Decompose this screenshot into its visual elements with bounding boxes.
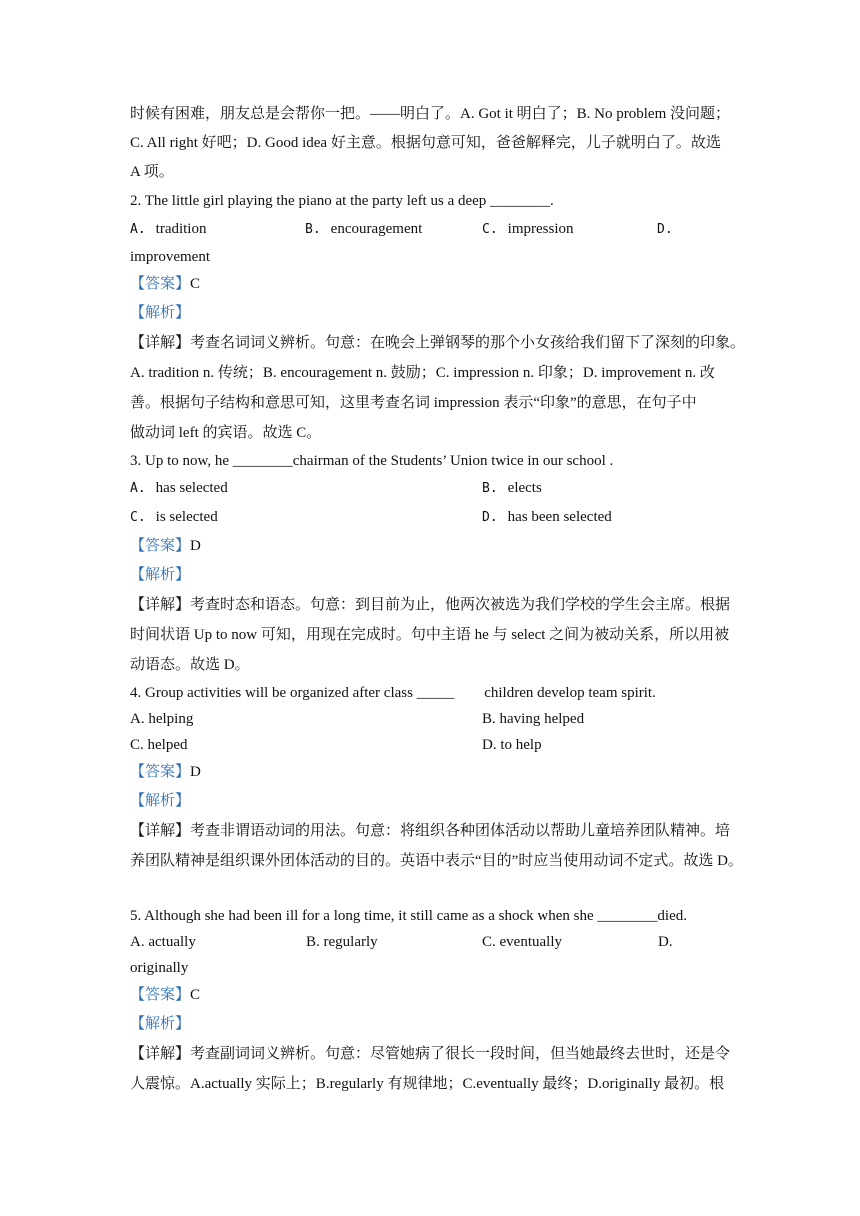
option-text: encouragement <box>330 221 423 237</box>
answer-value: D <box>190 538 201 554</box>
q3-option-c <box>130 507 218 528</box>
q4-stem-part-2: children develop team spirit. <box>484 685 656 701</box>
answer-value: C <box>190 276 201 292</box>
detail-text: 考查时态和语态。句意：到目前为止，他两次被选为我们学校的学生会主席。根据 <box>190 597 731 613</box>
option-letter: A. <box>130 481 146 496</box>
q5-option-d-text: originally <box>130 960 189 976</box>
q3-analysis <box>130 565 190 585</box>
q2-analysis <box>130 303 190 323</box>
option-letter: D. <box>658 934 673 950</box>
q2-option-a <box>130 219 206 240</box>
q4-stem <box>130 683 656 703</box>
q3-detail-line-2: 时间状语 Up to now 可知，用现在完成时。句中主语 he 与 select 之间为被动关系，所以用被 <box>130 627 730 643</box>
option-text: elects <box>507 480 542 496</box>
q2-answer <box>130 274 200 294</box>
option-text: eventually <box>499 934 562 950</box>
option-text: actually <box>148 934 196 950</box>
q3-option-a <box>130 478 228 499</box>
q3-detail-line-1 <box>130 595 730 615</box>
option-letter: B. <box>306 934 320 950</box>
option-text: to help <box>500 737 542 753</box>
option-letter: D. <box>482 737 497 753</box>
q2-option-c <box>482 219 574 240</box>
option-text: has selected <box>155 480 228 496</box>
q2-option-b <box>305 219 422 240</box>
q5-option-a <box>130 932 196 952</box>
q2-detail-line-1 <box>130 333 745 353</box>
q2-option-d <box>657 219 683 240</box>
option-text: helping <box>148 711 194 727</box>
q3-answer <box>130 536 201 556</box>
answer-tag: 【答案】 <box>130 538 191 554</box>
q3-option-b <box>482 478 542 499</box>
q1-explanation-line-2: C. All right 好吧；D. Good idea 好主意。根据句意可知，爸爸解释完，儿子就明白了。故选 <box>130 135 721 151</box>
q5-analysis <box>130 1014 190 1034</box>
q4-option-a <box>130 709 193 729</box>
q4-detail-line-2: 养团队精神是组织课外团体活动的目的。英语中表示“目的”时应当使用动词不定式。故选 D。 <box>130 853 743 869</box>
option-letter: B. <box>482 481 498 496</box>
q3-stem: 3. Up to now, he ________chairman of the Students’ Union twice in our school . <box>130 453 614 469</box>
option-letter: A. <box>130 934 145 950</box>
option-text: has been selected <box>507 509 612 525</box>
option-text: impression <box>507 221 574 237</box>
q4-option-c <box>130 735 188 755</box>
option-letter: C. <box>482 222 498 237</box>
q2-detail-line-4: 做动词 left 的宾语。故选 C。 <box>130 425 322 441</box>
q2-option-d-text: improvement <box>130 249 210 265</box>
option-letter: B. <box>482 711 496 727</box>
option-letter: D. <box>482 510 498 525</box>
detail-tag: 【详解】 <box>130 335 191 351</box>
option-text: regularly <box>323 934 378 950</box>
option-letter: B. <box>305 222 321 237</box>
option-letter: C. <box>130 737 144 753</box>
answer-value: C <box>190 987 201 1003</box>
detail-text: 考查名词词义辨析。句意：在晚会上弹钢琴的那个小女孩给我们留下了深刻的印象。 <box>190 335 746 351</box>
detail-tag: 【详解】 <box>130 1046 191 1062</box>
option-letter: D. <box>657 222 673 237</box>
q4-detail-line-1 <box>130 821 730 841</box>
q5-option-d <box>658 932 673 952</box>
q5-answer <box>130 985 200 1005</box>
q4-answer <box>130 762 201 782</box>
q4-option-b <box>482 709 584 729</box>
analysis-tag: 【解析】 <box>130 567 191 583</box>
detail-tag: 【详解】 <box>130 823 191 839</box>
q5-option-c <box>482 932 562 952</box>
q4-stem-part-1: 4. Group activities will be organized after class _____ <box>130 685 455 701</box>
q3-detail-line-3: 动语态。故选 D。 <box>130 657 250 673</box>
answer-tag: 【答案】 <box>130 987 191 1003</box>
option-text: is selected <box>155 509 218 525</box>
detail-text: 考查非谓语动词的用法。句意：将组织各种团体活动以帮助儿童培养团队精神。培 <box>190 823 731 839</box>
option-letter: C. <box>482 934 496 950</box>
option-text: having helped <box>499 711 585 727</box>
answer-tag: 【答案】 <box>130 764 191 780</box>
q2-stem: 2. The little girl playing the piano at the party left us a deep ________. <box>130 193 554 209</box>
option-text: tradition <box>155 221 207 237</box>
q2-detail-line-2: A. tradition n. 传统；B. encouragement n. 鼓励；C. impression n. 印象；D. improvement n. 改 <box>130 365 715 381</box>
q4-analysis <box>130 791 190 811</box>
option-letter: C. <box>130 510 146 525</box>
detail-text: 考查副词词义辨析。句意：尽管她病了很长一段时间，但当她最终去世时，还是令 <box>190 1046 731 1062</box>
option-letter: A. <box>130 222 146 237</box>
q5-option-b <box>306 932 378 952</box>
q4-option-d <box>482 735 542 755</box>
q2-detail-line-3: 善。根据句子结构和意思可知，这里考查名词 impression 表示“印象”的意思，在句子中 <box>130 395 697 411</box>
analysis-tag: 【解析】 <box>130 305 191 321</box>
detail-tag: 【详解】 <box>130 597 191 613</box>
q1-explanation-line-3: A 项。 <box>130 164 174 180</box>
q1-explanation-line-1: 时候有困难，朋友总是会帮你一把。——明白了。A. Got it 明白了；B. No problem 没问题； <box>130 106 730 122</box>
analysis-tag: 【解析】 <box>130 1016 191 1032</box>
q5-detail-line-2: 人震惊。A.actually 实际上；B.regularly 有规律地；C.eventually 最终；D.originally 最初。根 <box>130 1076 725 1092</box>
answer-tag: 【答案】 <box>130 276 191 292</box>
q5-detail-line-1 <box>130 1044 730 1064</box>
q5-stem: 5. Although she had been ill for a long time, it still came as a shock when she ________died. <box>130 908 687 924</box>
answer-value: D <box>190 764 201 780</box>
analysis-tag: 【解析】 <box>130 793 191 809</box>
option-letter: A. <box>130 711 145 727</box>
option-text: helped <box>147 737 188 753</box>
q3-option-d <box>482 507 612 528</box>
